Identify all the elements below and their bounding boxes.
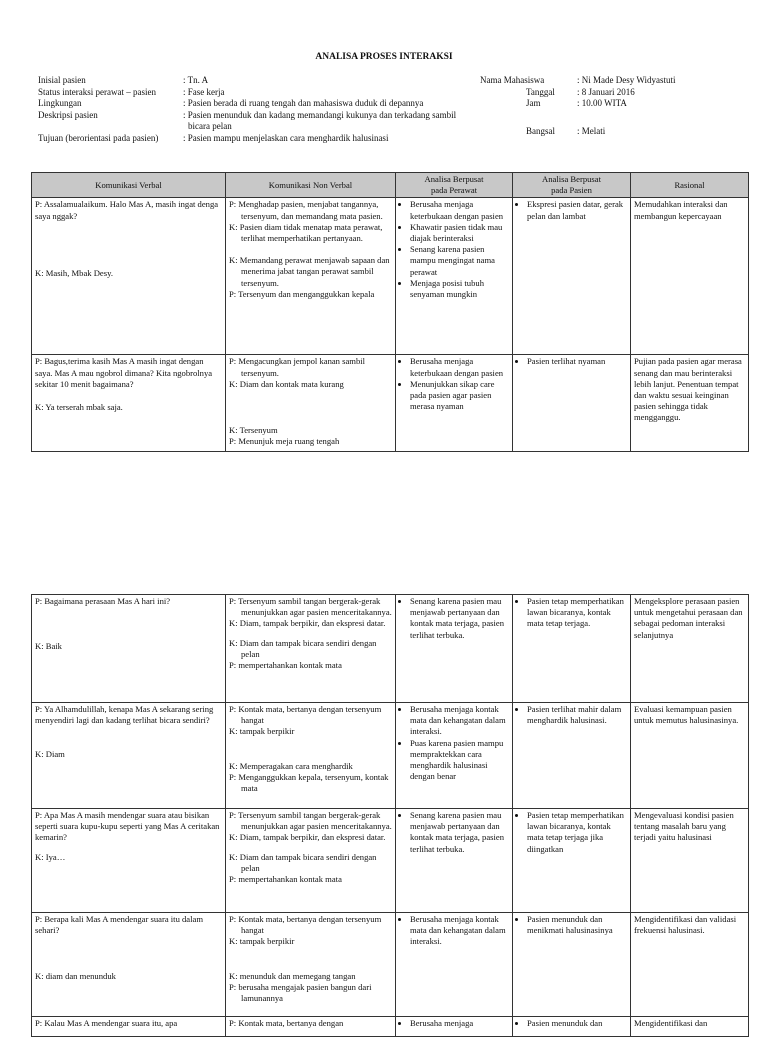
- info-label: Deskripsi pasien: [38, 109, 98, 120]
- cell-perawat: • Senang karena pasien mau menjawab pertanyaan dan kontak mata terjaga, pasien terlihat terbuka.: [396, 595, 513, 703]
- info-value: : Pasien berada di ruang tengah dan mahasiswa duduk di depannya: [183, 98, 424, 108]
- info-label: Bangsal: [526, 126, 555, 136]
- table-row: [32, 703, 749, 809]
- cell-verbal: P: Bagaimana perasaan Mas A hari ini? K: Baik: [32, 595, 226, 703]
- cell-rasional: Mengidentifikasi dan: [631, 1017, 749, 1037]
- cell-verbal: P: Assalamualaikum. Halo Mas A, masih ingat denga saya nggak? K: Masih, Mbak Desy.: [32, 198, 226, 355]
- cell-pasien: • Pasien menunduk dan: [513, 1017, 631, 1037]
- cell-perawat: • Berusaha menjaga kontak mata dan kehangatan dalam interaksi.: [396, 913, 513, 1017]
- cell-rasional: Pujian pada pasien agar merasa senang dan mau berinteraksi lebih lanjut. Penentuan tempat dan waktu sesuai keinginan pasien sehingga tidak mengganggu.: [631, 355, 749, 452]
- table-row: [32, 355, 749, 452]
- table-row: [32, 913, 749, 1017]
- cell-perawat: • Berusaha menjaga keterbukaan dengan pasien • Menunjukkan sikap care pada pasien agar pasien merasa nyaman: [396, 355, 513, 452]
- cell-perawat: • Senang karena pasien mau menjawab pertanyaan dan kontak mata terjaga, pasien terlihat terbuka.: [396, 809, 513, 913]
- info-label: Tanggal: [526, 86, 555, 97]
- info-right: [480, 75, 740, 155]
- cell-pasien: • Pasien tetap memperhatikan lawan bicaranya, kontak mata tetap terjaga jika diingatkan: [513, 809, 631, 913]
- cell-verbal: P: Ya Alhamdulillah, kenapa Mas A sekarang sering menyendiri lagi dan kadang terlihat bicara sendiri? K: Diam: [32, 703, 226, 809]
- cell-verbal: P: Kalau Mas A mendengar suara itu, apa: [32, 1017, 226, 1037]
- interaction-table: [31, 172, 749, 452]
- cell-perawat: • Berusaha menjaga: [396, 1017, 513, 1037]
- table-header-row: [32, 173, 749, 198]
- cell-nonverbal: P: Mengacungkan jempol kanan sambil tersenyum. K: Diam dan kontak mata kurang K: Tersenyum P: Menunjuk meja ruang tengah: [226, 355, 396, 452]
- info-value: : Pasien menunduk dan kadang memandangi kukunya dan terkadang sambil: [183, 109, 457, 120]
- info-label: Nama Mahasiswa: [480, 75, 545, 85]
- header-pasien: Analisa Berpusat pada Pasien: [513, 173, 631, 198]
- info-value: : 10.00 WITA: [577, 98, 627, 108]
- cell-nonverbal: P: Kontak mata, bertanya dengan: [226, 1017, 396, 1037]
- cell-pasien: • Pasien terlihat nyaman: [513, 355, 631, 452]
- table-row: [32, 1017, 749, 1037]
- info-value-cont: bicara pelan: [188, 121, 232, 131]
- cell-rasional: Mengeksplore perasaan pasien untuk mengetahui perasaan dan sebagai pedoman interaksi selanjutnya: [631, 595, 749, 703]
- cell-verbal: P: Bagus,terima kasih Mas A masih ingat dengan saya. Mas A mau ngobrol dimana? Kita ngobrolnya sekitar 10 menit bagaimana? K: Ya terserah mbak saja.: [32, 355, 226, 452]
- info-left: [38, 75, 457, 144]
- cell-rasional: Mengevaluasi kondisi pasien tentang masalah baru yang terjadi yaitu halusinasi: [631, 809, 749, 913]
- info-label: Tujuan (berorientasi pada pasien): [38, 132, 159, 143]
- header-perawat: Analisa Berpusat pada Perawat: [396, 173, 513, 198]
- info-value: : Ni Made Desy Widyastuti: [577, 75, 676, 85]
- info-value: : Fase kerja: [183, 86, 225, 97]
- info-value: : Pasien mampu menjelaskan cara menghardik halusinasi: [183, 132, 389, 143]
- table-row: [32, 198, 749, 355]
- page-title: ANALISA PROSES INTERAKSI: [315, 52, 453, 62]
- cell-nonverbal: P: Tersenyum sambil tangan bergerak-gerak menunjukkan agar pasien menceritakannya. K: Diam, tampak berpikir, dan ekspresi datar. K: Diam dan tampak bicara sendiri dengan pelan P: mempertahankan kontak mata: [226, 809, 396, 913]
- table-row: [32, 595, 749, 703]
- cell-verbal: P: Berapa kali Mas A mendengar suara itu dalam sehari? K: diam dan menunduk: [32, 913, 226, 1017]
- cell-perawat: • Berusaha menjaga kontak mata dan kehangatan dalam interaksi. • Puas karena pasien mampu mempraktekkan cara menghardik halusinasi dengan benar: [396, 703, 513, 809]
- info-value: : Tn. A: [183, 75, 209, 85]
- cell-nonverbal: P: Kontak mata, bertanya dengan tersenyum hangat K: tampak berpikir K: Memperagakan cara menghardik P: Menganggukkan kepala, tersenyum, kontak mata: [226, 703, 396, 809]
- cell-rasional: Mengidentifikasi dan validasi frekuensi halusinasi.: [631, 913, 749, 1017]
- cell-rasional: Evaluasi kemampuan pasien untuk memutus halusinasinya.: [631, 703, 749, 809]
- header-verbal: Komunikasi Verbal: [32, 173, 226, 198]
- cell-rasional: Memudahkan interaksi dan membangun kepercayaan: [631, 198, 749, 355]
- cell-pasien: • Pasien menunduk dan menikmati halusinasinya: [513, 913, 631, 1017]
- cell-nonverbal: P: Kontak mata, bertanya dengan tersenyum hangat K: tampak berpikir K: menunduk dan memegang tangan P: berusaha mengajak pasien bangun dari lamunannya: [226, 913, 396, 1017]
- header-nonverbal: Komunikasi Non Verbal: [226, 173, 396, 198]
- cell-pasien: • Pasien terlihat mahir dalam menghardik halusinasi.: [513, 703, 631, 809]
- info-label: Jam: [526, 98, 541, 108]
- cell-perawat: • Berusaha menjaga keterbukaan dengan pasien • Khawatir pasien tidak mau diajak berinteraksi • Senang karena pasien mampu mengingat nama perawat • Menjaga posisi tubuh senyaman mungkin: [396, 198, 513, 355]
- interaction-table-continued: [31, 594, 749, 1037]
- cell-pasien: • Ekspresi pasien datar, gerak pelan dan lambat: [513, 198, 631, 355]
- info-label: Lingkungan: [38, 98, 82, 108]
- header-rasional: Rasional: [631, 173, 749, 198]
- info-value: : Melati: [577, 126, 606, 136]
- cell-pasien: • Pasien tetap memperhatikan lawan bicaranya, kontak mata tetap terjaga.: [513, 595, 631, 703]
- cell-nonverbal: P: Tersenyum sambil tangan bergerak-gerak menunjukkan agar pasien menceritakannya. K: Diam, tampak berpikir, dan ekspresi datar. K: Diam dan tampak bicara sendiri dengan pelan P: mempertahankan kontak mata: [226, 595, 396, 703]
- table-row: [32, 809, 749, 913]
- cell-nonverbal: P: Menghadap pasien, menjabat tangannya, tersenyum, dan memandang mata pasien. K: Pasien diam tidak menatap mata perawat, terlihat memperhatikan pertanyaan. K: Memandang perawat menjawab sapaan dan menerima jabat tangan perawat sambil tersenyum. P: Tersenyum dan menganggukkan kepala: [226, 198, 396, 355]
- info-label: Inisial pasien: [38, 75, 86, 85]
- info-value: : 8 Januari 2016: [577, 86, 635, 97]
- info-label: Status interaksi perawat – pasien: [38, 86, 156, 97]
- cell-verbal: P: Apa Mas A masih mendengar suara atau bisikan seperti suara kupu-kupu seperti yang Mas A ceritakan kemarin? K: Iya…: [32, 809, 226, 913]
